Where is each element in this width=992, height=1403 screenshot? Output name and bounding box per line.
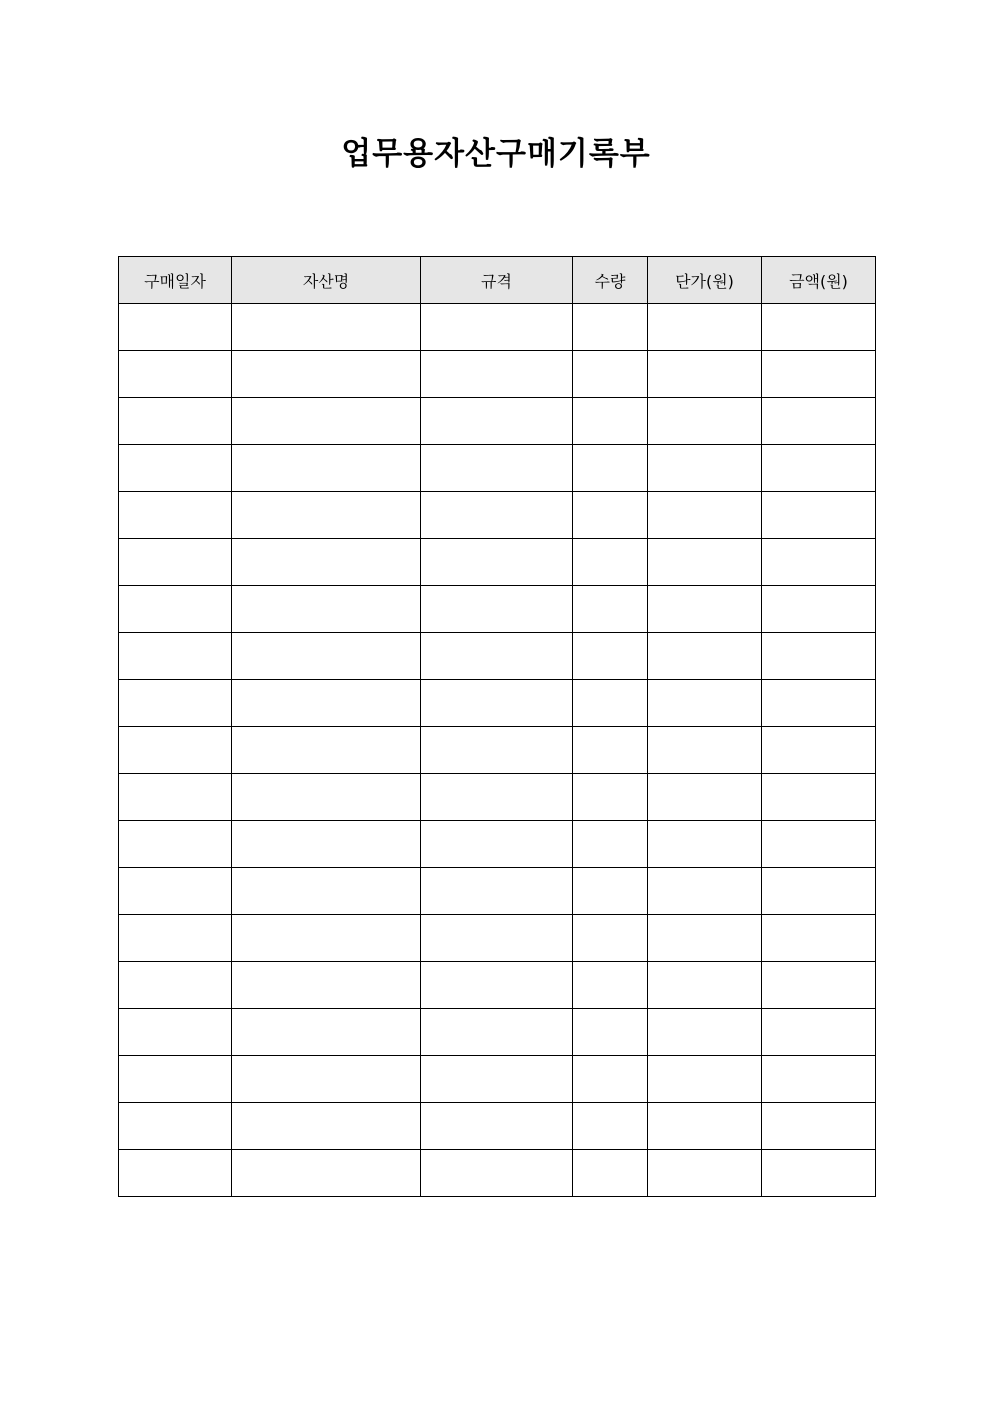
- purchase-date-cell[interactable]: [119, 1103, 232, 1150]
- table-row: [119, 1056, 876, 1103]
- table-row: [119, 1009, 876, 1056]
- table-body: [119, 304, 876, 1197]
- unit-price-cell[interactable]: [648, 680, 762, 727]
- asset-name-cell[interactable]: [232, 351, 421, 398]
- table-row: [119, 727, 876, 774]
- specification-cell[interactable]: [421, 539, 573, 586]
- unit-price-cell[interactable]: [648, 633, 762, 680]
- quantity-cell[interactable]: [573, 492, 648, 539]
- quantity-cell[interactable]: [573, 539, 648, 586]
- asset-name-cell[interactable]: [232, 492, 421, 539]
- unit-price-cell[interactable]: [648, 774, 762, 821]
- purchase-date-cell[interactable]: [119, 304, 232, 351]
- specification-cell[interactable]: [421, 586, 573, 633]
- purchase-date-cell[interactable]: [119, 445, 232, 492]
- table-row: [119, 633, 876, 680]
- quantity-cell[interactable]: [573, 1056, 648, 1103]
- amount-cell[interactable]: [762, 915, 876, 962]
- table-row: [119, 821, 876, 868]
- quantity-cell[interactable]: [573, 304, 648, 351]
- amount-cell[interactable]: [762, 821, 876, 868]
- table-row: [119, 445, 876, 492]
- unit-price-cell[interactable]: [648, 445, 762, 492]
- specification-cell[interactable]: [421, 915, 573, 962]
- amount-cell[interactable]: [762, 398, 876, 445]
- specification-cell[interactable]: [421, 398, 573, 445]
- quantity-cell[interactable]: [573, 1103, 648, 1150]
- amount-cell[interactable]: [762, 1056, 876, 1103]
- specification-cell[interactable]: [421, 304, 573, 351]
- table-row: [119, 304, 876, 351]
- specification-cell[interactable]: [421, 492, 573, 539]
- column-header-asset-name: 자산명: [232, 257, 421, 304]
- quantity-cell[interactable]: [573, 445, 648, 492]
- purchase-date-cell[interactable]: [119, 868, 232, 915]
- purchase-date-cell[interactable]: [119, 680, 232, 727]
- table-row: [119, 586, 876, 633]
- amount-cell[interactable]: [762, 586, 876, 633]
- quantity-cell[interactable]: [573, 633, 648, 680]
- asset-name-cell[interactable]: [232, 821, 421, 868]
- quantity-cell[interactable]: [573, 962, 648, 1009]
- unit-price-cell[interactable]: [648, 1103, 762, 1150]
- purchase-date-cell[interactable]: [119, 727, 232, 774]
- asset-name-cell[interactable]: [232, 680, 421, 727]
- asset-name-cell[interactable]: [232, 962, 421, 1009]
- purchase-date-cell[interactable]: [119, 1150, 232, 1197]
- table-row: [119, 868, 876, 915]
- specification-cell[interactable]: [421, 962, 573, 1009]
- asset-name-cell[interactable]: [232, 586, 421, 633]
- table-row: [119, 1103, 876, 1150]
- column-header-unit-price: 단가(원): [648, 257, 762, 304]
- specification-cell[interactable]: [421, 351, 573, 398]
- unit-price-cell[interactable]: [648, 1056, 762, 1103]
- purchase-date-cell[interactable]: [119, 1056, 232, 1103]
- quantity-cell[interactable]: [573, 774, 648, 821]
- asset-name-cell[interactable]: [232, 1103, 421, 1150]
- amount-cell[interactable]: [762, 492, 876, 539]
- table-row: [119, 1150, 876, 1197]
- table-row: [119, 539, 876, 586]
- amount-cell[interactable]: [762, 304, 876, 351]
- unit-price-cell[interactable]: [648, 492, 762, 539]
- amount-cell[interactable]: [762, 1150, 876, 1197]
- quantity-cell[interactable]: [573, 727, 648, 774]
- purchase-date-cell[interactable]: [119, 962, 232, 1009]
- table-row: [119, 962, 876, 1009]
- asset-name-cell[interactable]: [232, 304, 421, 351]
- quantity-cell[interactable]: [573, 351, 648, 398]
- document-title: 업무용자산구매기록부: [341, 136, 651, 172]
- purchase-date-cell[interactable]: [119, 539, 232, 586]
- amount-cell[interactable]: [762, 727, 876, 774]
- quantity-cell[interactable]: [573, 1150, 648, 1197]
- quantity-cell[interactable]: [573, 915, 648, 962]
- amount-cell[interactable]: [762, 445, 876, 492]
- asset-name-cell[interactable]: [232, 868, 421, 915]
- quantity-cell[interactable]: [573, 1009, 648, 1056]
- quantity-cell[interactable]: [573, 680, 648, 727]
- quantity-cell[interactable]: [573, 398, 648, 445]
- purchase-date-cell[interactable]: [119, 586, 232, 633]
- column-header-amount: 금액(원): [762, 257, 876, 304]
- specification-cell[interactable]: [421, 1150, 573, 1197]
- purchase-date-cell[interactable]: [119, 1009, 232, 1056]
- column-header-purchase-date: 구매일자: [119, 257, 232, 304]
- specification-cell[interactable]: [421, 1103, 573, 1150]
- asset-name-cell[interactable]: [232, 398, 421, 445]
- asset-name-cell[interactable]: [232, 633, 421, 680]
- purchase-date-cell[interactable]: [119, 492, 232, 539]
- specification-cell[interactable]: [421, 727, 573, 774]
- purchase-date-cell[interactable]: [119, 398, 232, 445]
- unit-price-cell[interactable]: [648, 1009, 762, 1056]
- amount-cell[interactable]: [762, 633, 876, 680]
- specification-cell[interactable]: [421, 633, 573, 680]
- column-header-specification: 규격: [421, 257, 573, 304]
- specification-cell[interactable]: [421, 445, 573, 492]
- asset-name-cell[interactable]: [232, 1150, 421, 1197]
- unit-price-cell[interactable]: [648, 915, 762, 962]
- asset-name-cell[interactable]: [232, 915, 421, 962]
- asset-name-cell[interactable]: [232, 539, 421, 586]
- specification-cell[interactable]: [421, 821, 573, 868]
- asset-name-cell[interactable]: [232, 445, 421, 492]
- table-row: [119, 680, 876, 727]
- unit-price-cell[interactable]: [648, 868, 762, 915]
- unit-price-cell[interactable]: [648, 1150, 762, 1197]
- table-row: [119, 492, 876, 539]
- asset-name-cell[interactable]: [232, 1009, 421, 1056]
- unit-price-cell[interactable]: [648, 821, 762, 868]
- asset-name-cell[interactable]: [232, 1056, 421, 1103]
- table-row: [119, 774, 876, 821]
- unit-price-cell[interactable]: [648, 398, 762, 445]
- specification-cell[interactable]: [421, 1056, 573, 1103]
- purchase-date-cell[interactable]: [119, 774, 232, 821]
- amount-cell[interactable]: [762, 962, 876, 1009]
- unit-price-cell[interactable]: [648, 962, 762, 1009]
- purchase-date-cell[interactable]: [119, 915, 232, 962]
- table-header-row: [119, 257, 876, 304]
- amount-cell[interactable]: [762, 868, 876, 915]
- unit-price-cell[interactable]: [648, 539, 762, 586]
- amount-cell[interactable]: [762, 539, 876, 586]
- quantity-cell[interactable]: [573, 821, 648, 868]
- purchase-date-cell[interactable]: [119, 351, 232, 398]
- unit-price-cell[interactable]: [648, 727, 762, 774]
- purchase-date-cell[interactable]: [119, 633, 232, 680]
- amount-cell[interactable]: [762, 1009, 876, 1056]
- amount-cell[interactable]: [762, 351, 876, 398]
- quantity-cell[interactable]: [573, 868, 648, 915]
- purchase-date-cell[interactable]: [119, 821, 232, 868]
- table-row: [119, 915, 876, 962]
- purchase-record-table: [118, 256, 876, 1197]
- amount-cell[interactable]: [762, 774, 876, 821]
- table-row: [119, 398, 876, 445]
- unit-price-cell[interactable]: [648, 304, 762, 351]
- table-row: [119, 351, 876, 398]
- asset-name-cell[interactable]: [232, 774, 421, 821]
- column-header-quantity: 수량: [573, 257, 648, 304]
- amount-cell[interactable]: [762, 1103, 876, 1150]
- quantity-cell[interactable]: [573, 586, 648, 633]
- asset-name-cell[interactable]: [232, 727, 421, 774]
- unit-price-cell[interactable]: [648, 586, 762, 633]
- amount-cell[interactable]: [762, 680, 876, 727]
- specification-cell[interactable]: [421, 774, 573, 821]
- specification-cell[interactable]: [421, 868, 573, 915]
- specification-cell[interactable]: [421, 1009, 573, 1056]
- specification-cell[interactable]: [421, 680, 573, 727]
- unit-price-cell[interactable]: [648, 351, 762, 398]
